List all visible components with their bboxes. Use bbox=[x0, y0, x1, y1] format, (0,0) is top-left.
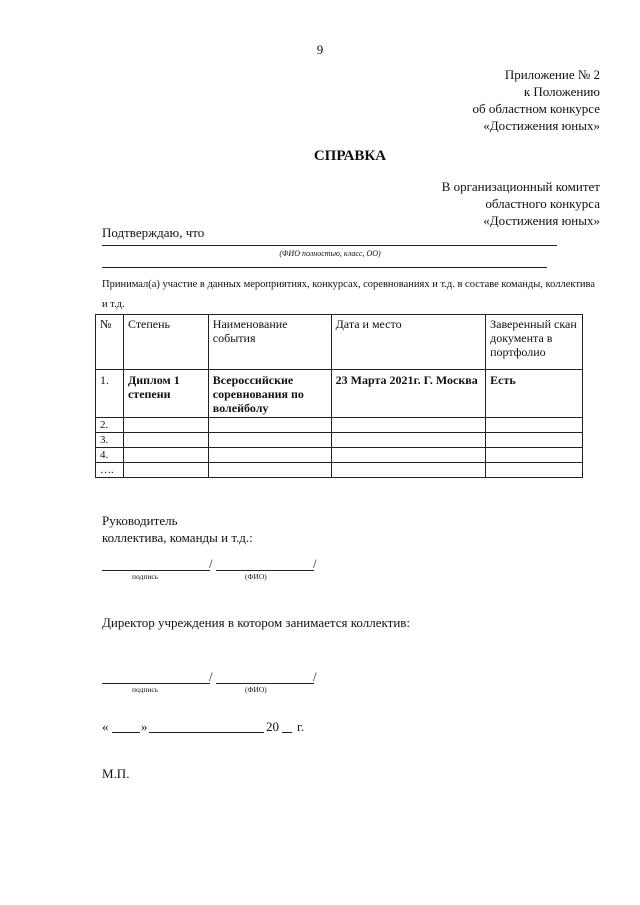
header-date-place: Дата и место bbox=[331, 315, 485, 370]
cell-number: …. bbox=[96, 463, 124, 478]
leader-fio-line bbox=[216, 570, 314, 571]
director-signature-line bbox=[102, 683, 210, 684]
cell-date-place bbox=[331, 433, 485, 448]
cell-scan bbox=[486, 433, 583, 448]
appendix-line: об областном конкурсе bbox=[472, 101, 600, 116]
date-year-line bbox=[282, 732, 292, 733]
table-row bbox=[96, 418, 583, 433]
cell-degree bbox=[123, 418, 208, 433]
recipient-block bbox=[442, 178, 600, 229]
table-row bbox=[96, 433, 583, 448]
date-day-line bbox=[112, 732, 140, 733]
leader-signature-caption: подпись bbox=[132, 572, 159, 581]
table-row bbox=[96, 463, 583, 478]
cell-number: 2. bbox=[96, 418, 124, 433]
director-signature-caption: подпись bbox=[132, 685, 159, 694]
fio-hint: (ФИО полностью, класс, ОО) bbox=[279, 249, 381, 258]
appendix-line: «Достижения юных» bbox=[483, 118, 600, 133]
cell-scan bbox=[486, 418, 583, 433]
date-close-quote: » bbox=[141, 719, 148, 734]
leader-label bbox=[102, 512, 253, 546]
director-fio-line bbox=[216, 683, 314, 684]
leader-signature-line bbox=[102, 570, 210, 571]
events-table bbox=[95, 314, 583, 478]
document-title: СПРАВКА bbox=[313, 148, 387, 164]
leader-fio-caption: (ФИО) bbox=[245, 572, 267, 581]
page-number: 9 bbox=[316, 42, 324, 57]
cell-number: 4. bbox=[96, 448, 124, 463]
date-open-quote: « bbox=[102, 719, 109, 734]
cell-scan bbox=[486, 448, 583, 463]
cell-event-name bbox=[208, 418, 331, 433]
director-fio-caption: (ФИО) bbox=[245, 685, 267, 694]
separator: / bbox=[313, 556, 317, 571]
leader-label-line: Руководитель bbox=[102, 513, 178, 528]
table-row bbox=[96, 448, 583, 463]
cell-degree bbox=[123, 433, 208, 448]
director-label: Директор учреждения в котором занимается коллектив: bbox=[102, 615, 411, 630]
date-year-suffix: г. bbox=[297, 719, 305, 734]
separator: / bbox=[209, 556, 213, 571]
recipient-line: «Достижения юных» bbox=[483, 213, 600, 228]
cell-event-name: Всероссийские соревнования по волейболу bbox=[208, 370, 331, 418]
cell-date-place bbox=[331, 448, 485, 463]
cell-date-place bbox=[331, 463, 485, 478]
leader-label-line: коллектива, команды и т.д.: bbox=[102, 530, 253, 545]
header-event-name: Наименование события bbox=[208, 315, 331, 370]
separator: / bbox=[313, 669, 317, 684]
cell-date-place: 23 Марта 2021г. Г. Москва bbox=[331, 370, 485, 418]
date-year-prefix: 20 bbox=[266, 719, 279, 734]
recipient-line: В организационный комитет bbox=[441, 179, 600, 194]
cell-degree bbox=[123, 448, 208, 463]
cell-number: 3. bbox=[96, 433, 124, 448]
cell-event-name bbox=[208, 448, 331, 463]
cell-date-place bbox=[331, 418, 485, 433]
confirm-text: Подтверждаю, что bbox=[102, 225, 205, 240]
fio-line bbox=[102, 245, 557, 246]
header-scan: Заверенный скан документа в портфолио bbox=[486, 315, 583, 370]
date-month-line bbox=[149, 732, 264, 733]
table-header-row bbox=[96, 315, 583, 370]
cell-event-name bbox=[208, 433, 331, 448]
table-row bbox=[96, 370, 583, 418]
separator: / bbox=[209, 669, 213, 684]
intro-text: Принимал(а) участие в данных мероприятиях, конкурсах, соревнованиях и т.д. в составе команды, коллектива и т.д. bbox=[102, 279, 596, 310]
recipient-line: областного конкурса bbox=[485, 196, 600, 211]
appendix-line: Приложение № 2 bbox=[504, 67, 600, 82]
header-degree: Степень bbox=[123, 315, 208, 370]
header-number: № bbox=[96, 315, 124, 370]
cell-event-name bbox=[208, 463, 331, 478]
cell-number: 1. bbox=[96, 370, 124, 418]
stamp-place: М.П. bbox=[102, 766, 130, 781]
cell-scan bbox=[486, 463, 583, 478]
cell-degree: Диплом 1 степени bbox=[123, 370, 208, 418]
appendix-block bbox=[473, 66, 601, 134]
cell-degree bbox=[123, 463, 208, 478]
cell-scan: Есть bbox=[486, 370, 583, 418]
fio-line-2 bbox=[102, 267, 547, 268]
appendix-line: к Положению bbox=[523, 84, 600, 99]
